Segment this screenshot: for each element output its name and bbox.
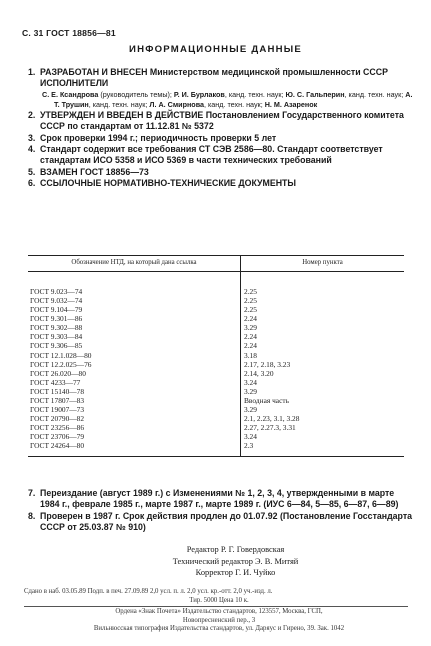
item-text: ССЫЛОЧНЫЕ НОРМАТИВНО-ТЕХНИЧЕСКИЕ ДОКУМЕНТЫ	[40, 178, 297, 189]
reference-document: ГОСТ 12.2.025—76	[28, 360, 241, 369]
item-number: 6.	[28, 178, 36, 189]
executor-name: Р. И. Бурлаков	[173, 89, 225, 99]
reference-item-number: 3.29	[244, 323, 257, 333]
reference-item-number: 3.24	[244, 377, 257, 387]
reference-document: ГОСТ 9.302—88	[28, 323, 241, 332]
print-imprint	[24, 588, 414, 605]
editorial-credits	[0, 544, 431, 579]
reference-item-number: 3.29	[244, 404, 257, 414]
reference-item-number: 2.24	[244, 332, 257, 342]
reference-document: ГОСТ 9.301—86	[28, 314, 241, 323]
reference-document: ГОСТ 9.306—85	[28, 341, 241, 350]
reference-item-number: 2.17, 2.18, 3.23	[244, 359, 291, 369]
table-row	[28, 314, 404, 323]
info-item-5	[28, 167, 414, 178]
table-row	[28, 423, 404, 432]
executors-heading: ИСПОЛНИТЕЛИ	[40, 78, 109, 89]
reference-document: ГОСТ 23256—86	[28, 423, 241, 432]
printer-info	[24, 608, 414, 634]
references-table	[28, 255, 404, 457]
table-row	[28, 369, 404, 378]
table-row	[28, 360, 404, 369]
column-header-document: Обозначение НТД, на который дана ссылка	[28, 256, 241, 272]
info-item-3	[28, 133, 414, 144]
executor-name: Ю. С. Гальперин	[285, 89, 345, 99]
reference-item-number: Вводная часть	[244, 395, 289, 405]
editor-credit: Редактор Р. Г. Говердовская	[186, 545, 285, 554]
item-number: 2.	[28, 109, 36, 120]
item-number: 4.	[28, 144, 36, 155]
reference-item-number: 2.25	[244, 287, 257, 297]
info-items-continued	[28, 488, 414, 534]
page-header: С. 31 ГОСТ 18856—81	[22, 28, 116, 38]
table-row	[28, 387, 404, 396]
publisher-line: Ордена «Знак Почета» Издательство стандартов, 123557, Москва, ГСП,	[115, 608, 323, 615]
info-item-6	[28, 178, 414, 189]
table-row	[28, 296, 404, 305]
item-text: Срок проверки 1994 г.; периодичность проверки 5 лет	[40, 132, 277, 143]
item-number: 1.	[28, 67, 36, 77]
references-body	[28, 272, 404, 457]
item-text: РАЗРАБОТАН И ВНЕСЕН Министерством медицинской промышленности СССР	[40, 67, 388, 77]
imprint-line: Тир. 5000 Цена 10 к.	[189, 596, 249, 604]
column-header-item: Номер пункта	[241, 256, 405, 272]
info-item-4	[28, 144, 414, 167]
reference-document: ГОСТ 23706—79	[28, 432, 241, 441]
tech-editor-credit: Технический редактор Э. В. Митяй	[172, 556, 299, 566]
reference-document: ГОСТ 9.303—84	[28, 332, 241, 341]
table-row	[28, 378, 404, 387]
table-row	[28, 414, 404, 423]
reference-item-number: 2.24	[244, 314, 257, 324]
info-item-8	[28, 511, 414, 534]
imprint-line: Сдано в наб. 03.05.89 Подп. в печ. 27.09.89 2,0 усл. п. л. 2,0 усл. кр.-отт. 2,0 уч.-изд. л.	[24, 588, 273, 595]
item-text: Проверен в 1987 г. Срок действия продлен до 01.07.92 (Постановление Госстандарта СССР от 25.03.87 № 910)	[40, 510, 413, 533]
executor-name: А. Т. Трушин	[54, 89, 413, 109]
publisher-address: Новопресненский пер., 3	[182, 616, 256, 624]
info-item-7	[28, 488, 414, 511]
table-row	[28, 305, 404, 314]
executors-list	[28, 90, 414, 110]
section-title: ИНФОРМАЦИОННЫЕ ДАННЫЕ	[129, 44, 302, 55]
table-row	[28, 441, 404, 457]
reference-document: ГОСТ 9.023—74	[28, 272, 241, 297]
table-row	[28, 432, 404, 441]
reference-item-number: 2.3	[241, 441, 405, 457]
printing-house-line: Вильнюсская типография Издательства стандартов, ул. Даряус и Гирено, 39. Зак. 1042	[93, 625, 345, 633]
table-row	[28, 272, 404, 297]
divider	[24, 606, 408, 607]
table-header-row	[28, 256, 404, 272]
executor-role: (руководитель темы);	[98, 89, 174, 99]
reference-document: ГОСТ 9.104—79	[28, 305, 241, 314]
reference-document: ГОСТ 20790—82	[28, 414, 241, 423]
reference-item-number: 2.25	[244, 296, 257, 306]
reference-document: ГОСТ 26.020—80	[28, 369, 241, 378]
table-row	[28, 405, 404, 414]
executor-name: Л. А. Смирнова	[149, 99, 205, 109]
reference-document: ГОСТ 24264—80	[28, 441, 241, 457]
reference-item-number: 2.14, 3.20	[244, 368, 274, 378]
reference-item-number: 2.25	[244, 305, 257, 315]
executor-name: Н. М. Азаренок	[264, 99, 318, 109]
executor-role: , канд. техн. наук;	[224, 89, 286, 99]
item-text: Стандарт содержит все требования СТ СЭВ 2586—80. Стандарт соответствует стандартам ИСО 5358 и ИСО 5369 в части технических требований	[40, 144, 383, 166]
item-text: УТВЕРЖДЕН И ВВЕДЕН В ДЕЙСТВИЕ Постановлением Государственного комитета СССР по стандартам от 11.12.81 № 5372	[40, 109, 404, 132]
executor-name: С. Е. Ксандрова	[42, 89, 99, 99]
table-row	[28, 341, 404, 350]
table-row	[28, 351, 404, 360]
reference-item-number: 3.24	[244, 431, 257, 441]
executor-role: , канд. техн. наук;	[344, 89, 406, 99]
reference-document: ГОСТ 12.1.028—80	[28, 351, 241, 360]
reference-document: ГОСТ 4233—77	[28, 378, 241, 387]
item-number: 5.	[28, 166, 36, 177]
reference-document: ГОСТ 9.032—74	[28, 296, 241, 305]
table-row	[28, 396, 404, 405]
proofreader-credit: Корректор Г. И. Чуйко	[195, 568, 276, 578]
info-items	[28, 67, 414, 190]
table-row	[28, 323, 404, 332]
item-text: Переиздание (август 1989 г.) с Изменениями № 1, 2, 3, 4, утвержденными в марте 1984 г., феврале 1985 г., марте 1987 г., марте 1989 г. (ИУС 6—84, 5—85, 6—87, 6—89)	[40, 488, 399, 510]
reference-document: ГОСТ 17807—83	[28, 396, 241, 405]
reference-item-number: 2.1, 2.23, 3.1, 3.28	[244, 413, 300, 423]
reference-document: ГОСТ 19007—73	[28, 405, 241, 414]
table-row	[28, 332, 404, 341]
item-text: ВЗАМЕН ГОСТ 18856—73	[40, 166, 149, 177]
item-number: 8.	[28, 510, 36, 521]
item-number: 3.	[28, 132, 36, 143]
reference-item-number: 2.24	[244, 341, 257, 351]
reference-item-number: 3.18	[244, 350, 257, 360]
item-number: 7.	[28, 488, 36, 498]
info-item-1	[28, 67, 414, 78]
reference-document: ГОСТ 15140—78	[28, 387, 241, 396]
reference-item-number: 2.27, 2.27.3, 3.31	[244, 422, 296, 432]
info-item-2	[28, 110, 414, 133]
reference-item-number: 3.29	[244, 386, 257, 396]
executor-role: , канд. техн. наук;	[204, 99, 265, 109]
executor-role: , канд. техн. наук;	[88, 99, 150, 109]
